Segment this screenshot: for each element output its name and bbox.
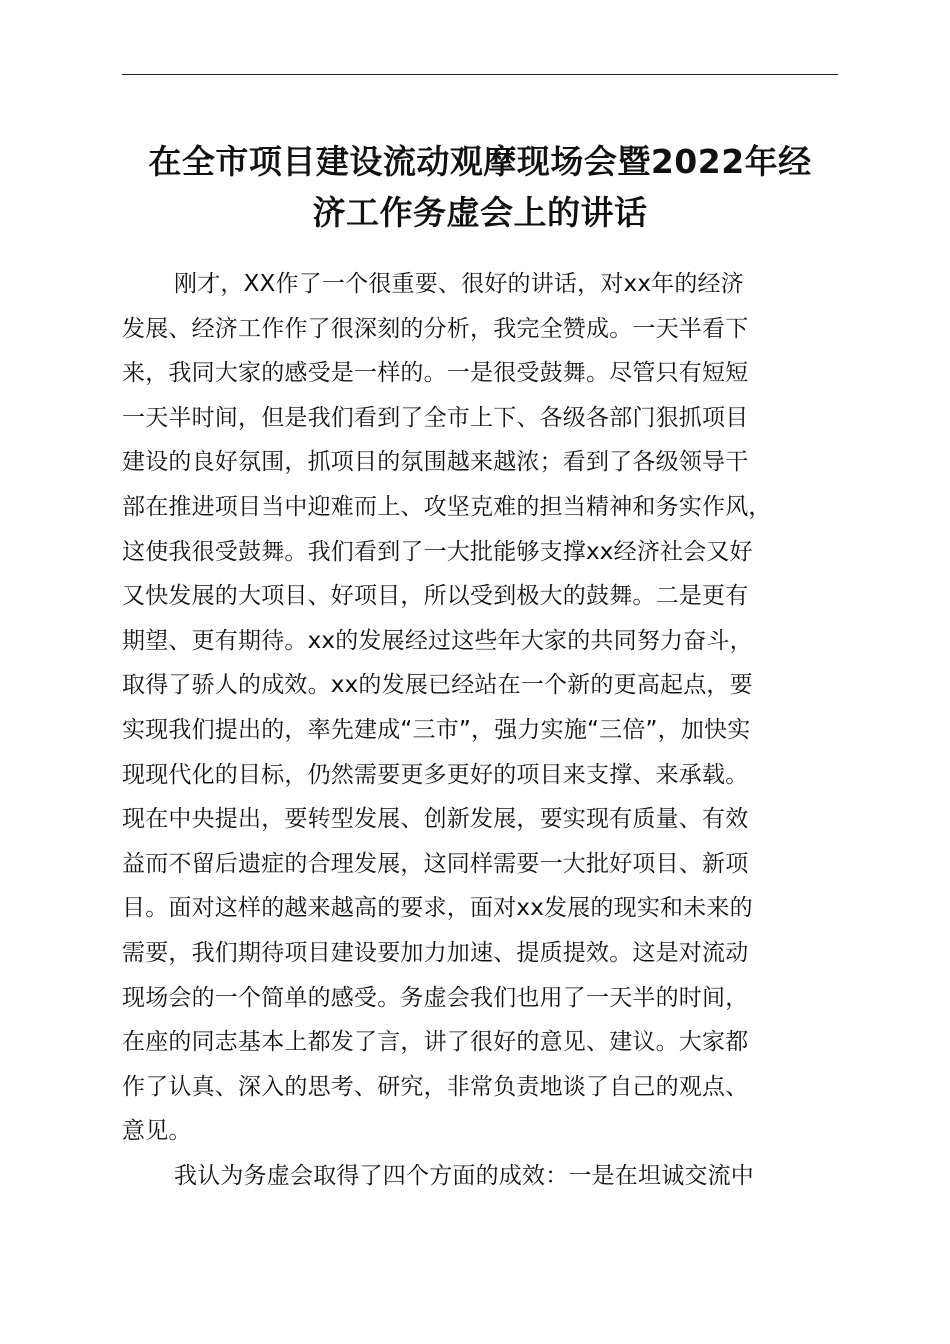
text-line: 目。面对这样的越来越高的要求，面对xx发展的现实和未来的 xyxy=(122,895,753,922)
text-line: 现现代化的目标，仍然需要更多更好的项目来支撑、来承载。 xyxy=(122,761,749,788)
title-line: 济工作务虚会上的讲话 xyxy=(312,193,648,232)
text-line: 期望、更有期待。xx的发展经过这些年大家的共同努力奋斗， xyxy=(122,627,753,654)
text-line: 作了认真、深入的思考、研究，非常负责地谈了自己的观点、 xyxy=(122,1073,749,1100)
text-line: 益而不留后遗症的合理发展，这同样需要一大批好项目、新项 xyxy=(122,850,749,877)
text-line: 一天半时间，但是我们看到了全市上下、各级各部门狠抓项目 xyxy=(122,404,749,431)
text-line: 部在推进项目当中迎难而上、攻坚克难的担当精神和务实作风， xyxy=(122,493,772,520)
text-line: 建设的良好氛围，抓项目的氛围越来越浓；看到了各级领导干 xyxy=(122,449,749,476)
text-line: 需要，我们期待项目建设要加力加速、提质提效。这是对流动 xyxy=(122,939,749,966)
body-text xyxy=(122,262,838,1198)
text-line: 现在中央提出，要转型发展、创新发展，要实现有质量、有效 xyxy=(122,806,749,833)
text-line: 发展、经济工作作了很深刻的分析，我完全赞成。一天半看下 xyxy=(122,315,749,342)
text-line: 实现我们提出的，率先建成“三市”，强力实施“三倍”，加快实 xyxy=(122,716,751,743)
title-line: 在全市项目建设流动观摩现场会暨2022年经 xyxy=(148,142,812,181)
document-title xyxy=(110,136,850,238)
text-line: 来，我同大家的感受是一样的。一是很受鼓舞。尽管只有短短 xyxy=(122,360,749,387)
text-line: 这使我很受鼓舞。我们看到了一大批能够支撑xx经济社会又好 xyxy=(122,538,753,565)
text-line: 现场会的一个简单的感受。务虚会我们也用了一天半的时间， xyxy=(122,984,749,1011)
text-line: 在座的同志基本上都发了言，讲了很好的意见、建议。大家都 xyxy=(122,1029,749,1056)
text-line: 我认为务虚会取得了四个方面的成效：一是在坦诚交流中 xyxy=(174,1162,754,1189)
text-line: 意见。 xyxy=(122,1118,192,1145)
text-line: 又快发展的大项目、好项目，所以受到极大的鼓舞。二是更有 xyxy=(122,583,749,610)
header-rule xyxy=(122,74,838,75)
text-line: 取得了骄人的成效。xx的发展已经站在一个新的更高起点，要 xyxy=(122,672,753,699)
paragraph-1 xyxy=(122,262,838,1154)
paragraph-2 xyxy=(122,1154,838,1199)
text-line: 刚才，XX作了一个很重要、很好的讲话，对xx年的经济 xyxy=(174,271,744,297)
